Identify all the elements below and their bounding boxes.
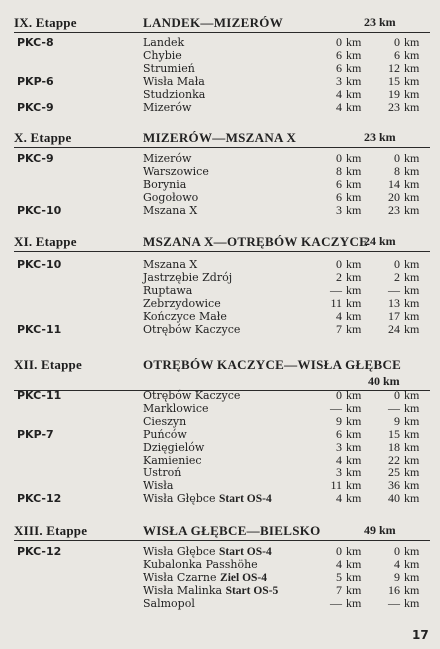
special-stage-marker: Start OS-5	[225, 584, 279, 597]
segment-unit: km	[346, 478, 362, 493]
segment-distance: 0	[336, 388, 342, 402]
place-name	[143, 36, 184, 49]
segment-unit: km	[346, 269, 362, 284]
route-row	[0, 466, 440, 479]
segment-distance: 6	[336, 47, 342, 62]
cumulative-unit: km	[404, 163, 420, 178]
place-label: Otrębów Kaczyce	[143, 389, 241, 402]
cumulative-distance: 25	[388, 465, 400, 480]
cumulative-distance: 0	[394, 544, 400, 558]
checkpoint-label: PKC-12	[17, 545, 62, 558]
route-row	[0, 191, 440, 204]
segment-unit: km	[346, 544, 362, 558]
place-label: Strumień	[143, 61, 195, 75]
segment-unit: km	[346, 189, 362, 204]
place-label: Borynia	[143, 177, 187, 191]
segment-unit: km	[346, 452, 362, 467]
segment-distance: 6	[336, 189, 342, 204]
cumulative-distance: 19	[388, 86, 400, 101]
cumulative-unit: km	[404, 582, 420, 597]
route-row	[0, 558, 440, 571]
segment-unit: km	[346, 163, 362, 178]
segment-unit: km	[346, 439, 362, 454]
place-label: Mizerów	[143, 152, 192, 165]
cumulative-distance: 9	[394, 569, 400, 584]
place-name	[143, 165, 209, 178]
segment-distance: 9	[336, 413, 342, 428]
cumulative-unit: km	[404, 413, 420, 428]
place-name	[143, 62, 195, 75]
segment-distance: 0	[336, 544, 342, 558]
segment-distance: 11	[330, 295, 342, 310]
cumulative-unit: km	[404, 86, 420, 101]
cumulative-distance: 13	[388, 295, 400, 310]
place-label: Ruptawa	[143, 283, 193, 297]
checkpoint-label: PKC-11	[17, 322, 62, 336]
segment-distance: 6	[336, 60, 342, 75]
cumulative-unit: km	[404, 60, 420, 75]
route-row	[0, 271, 440, 284]
cumulative-distance: 12	[388, 60, 400, 75]
cumulative-unit: km	[404, 295, 420, 310]
segment-unit: km	[346, 60, 362, 75]
place-label: Mszana X	[143, 258, 198, 271]
route-row	[0, 36, 440, 49]
route-row	[0, 428, 440, 441]
place-name	[143, 101, 191, 114]
place-name	[143, 479, 173, 492]
place-name	[143, 402, 209, 415]
segment-unit: km	[346, 47, 362, 62]
segment-distance: 4	[336, 99, 342, 114]
route-row	[0, 165, 440, 178]
cumulative-unit: km	[404, 426, 420, 441]
cumulative-unit: km	[404, 257, 420, 271]
place-label: Ustroń	[143, 466, 182, 480]
place-label: Salmopol	[143, 596, 195, 610]
segment-unit: km	[346, 491, 362, 506]
stage-distance: 49 km	[364, 523, 396, 537]
stage-number: XIII. Etappe	[14, 523, 88, 538]
checkpoint-label: PKC-12	[17, 492, 62, 506]
stage-route: MIZERÓW—MSZANA X	[143, 130, 297, 145]
place-name	[143, 88, 205, 101]
stage-route: OTRĘBÓW KACZYCE—WISŁA GŁĘBCE	[143, 357, 402, 372]
route-row	[0, 441, 440, 454]
place-name	[143, 49, 182, 62]
place-label: Wisła Głębce	[143, 492, 216, 506]
place-name	[143, 152, 191, 165]
route-row	[0, 584, 440, 597]
place-name	[143, 571, 267, 585]
place-label: Chybie	[143, 48, 182, 62]
cumulative-unit: km	[404, 569, 420, 584]
cumulative-distance: 40	[388, 491, 400, 506]
segment-distance: 0	[336, 151, 342, 165]
place-name	[143, 558, 258, 571]
cumulative-distance: 0	[394, 35, 400, 49]
checkpoint-label: PKC-10	[17, 258, 62, 271]
stage-number: XI. Etappe	[14, 234, 77, 249]
segment-distance: 0	[336, 35, 342, 49]
cumulative-distance: 22	[388, 452, 400, 467]
cumulative-unit: km	[404, 439, 420, 454]
segment-distance: 3	[336, 439, 342, 454]
segment-distance: 5	[336, 569, 342, 584]
segment-unit: km	[346, 282, 362, 297]
segment-distance: —	[330, 595, 342, 610]
checkpoint-label: PKC-8	[17, 36, 54, 49]
cumulative-unit: km	[404, 73, 420, 88]
cumulative-distance: 8	[394, 163, 400, 178]
cumulative-unit: km	[404, 388, 420, 402]
checkpoint-label: PKP-7	[17, 427, 54, 441]
place-label: Gogołowo	[143, 190, 199, 204]
cumulative-distance: —	[388, 400, 400, 415]
place-name	[143, 584, 278, 598]
segment-distance: 4	[336, 491, 342, 506]
place-label: Warszowice	[143, 164, 209, 178]
route-row	[0, 49, 440, 62]
cumulative-distance: 0	[394, 257, 400, 271]
segment-unit: km	[346, 582, 362, 597]
cumulative-unit: km	[404, 99, 420, 114]
segment-distance: 7	[336, 582, 342, 597]
route-row	[0, 152, 440, 165]
stage-route: WISŁA GŁĘBCE—BIELSKO	[143, 523, 321, 538]
segment-distance: 7	[336, 321, 342, 336]
checkpoint-label: PKC-11	[17, 389, 62, 402]
place-label: Mizerów	[143, 100, 192, 114]
place-name	[143, 284, 192, 297]
segment-unit: km	[346, 465, 362, 480]
route-row	[0, 415, 440, 428]
place-name	[143, 492, 272, 506]
place-name	[143, 297, 221, 310]
stage-number: IX. Etappe	[14, 15, 77, 30]
cumulative-distance: 36	[388, 478, 400, 493]
place-name	[143, 454, 202, 467]
segment-unit: km	[346, 99, 362, 114]
cumulative-unit: km	[404, 47, 420, 62]
special-stage-marker: Start OS-4	[218, 493, 272, 506]
place-label: Wisła Malinka	[143, 583, 223, 597]
place-label: Zebrzydowice	[143, 296, 221, 310]
segment-unit: km	[346, 151, 362, 165]
stage-distance: 23 km	[364, 15, 396, 29]
route-row	[0, 323, 440, 336]
place-name	[143, 323, 240, 336]
segment-distance: 0	[336, 257, 342, 271]
cumulative-unit: km	[404, 269, 420, 284]
cumulative-distance: 15	[388, 426, 400, 441]
cumulative-distance: —	[388, 595, 400, 610]
place-label: Dzięgielów	[143, 440, 205, 454]
place-name	[143, 466, 181, 479]
stage-route: MSZANA X—OTRĘBÓW KACZYCE	[143, 234, 369, 249]
segment-distance: 11	[330, 478, 342, 493]
cumulative-unit: km	[404, 35, 420, 49]
place-name	[143, 75, 205, 88]
cumulative-distance: 17	[388, 308, 400, 323]
route-row	[0, 479, 440, 492]
cumulative-unit: km	[404, 189, 420, 204]
cumulative-unit: km	[404, 282, 420, 297]
segment-distance: 4	[336, 308, 342, 323]
route-row	[0, 454, 440, 467]
header-rule	[14, 147, 430, 148]
stage-distance: 23 km	[364, 130, 396, 144]
cumulative-unit: km	[404, 491, 420, 506]
checkpoint-label: PKP-6	[17, 74, 54, 88]
special-stage-marker: Ziel OS-4	[220, 571, 267, 584]
segment-distance: —	[330, 400, 342, 415]
place-label: Kończyce Małe	[143, 309, 227, 323]
header-rule	[14, 32, 430, 33]
cumulative-distance: 9	[394, 413, 400, 428]
place-name	[143, 258, 197, 271]
cumulative-unit: km	[404, 595, 420, 610]
segment-unit: km	[346, 86, 362, 101]
place-label: Kubalonka Passhöhe	[143, 557, 258, 571]
cumulative-unit: km	[404, 176, 420, 191]
place-label: Otrębów Kaczyce	[143, 322, 241, 336]
route-row	[0, 545, 440, 558]
stage-distance: 24 km	[364, 234, 396, 248]
cumulative-distance: 4	[394, 556, 400, 571]
segment-unit: km	[346, 257, 362, 271]
place-name	[143, 441, 204, 454]
cumulative-unit: km	[404, 556, 420, 571]
place-label: Wisła Mała	[143, 74, 205, 88]
segment-unit: km	[346, 400, 362, 415]
route-row	[0, 88, 440, 101]
header-rule	[14, 251, 430, 252]
place-label: Wisła	[143, 479, 174, 493]
segment-unit: km	[346, 321, 362, 336]
place-name	[143, 191, 198, 204]
segment-unit: km	[346, 556, 362, 571]
header-rule	[14, 540, 430, 541]
route-row	[0, 297, 440, 310]
place-name	[143, 545, 272, 559]
route-row	[0, 258, 440, 271]
segment-unit: km	[346, 73, 362, 88]
place-label: Studzionka	[143, 87, 206, 101]
segment-distance: 2	[336, 269, 342, 284]
cumulative-distance: 0	[394, 388, 400, 402]
route-row	[0, 402, 440, 415]
segment-distance: 3	[336, 465, 342, 480]
place-name	[143, 310, 227, 323]
segment-distance: 4	[336, 556, 342, 571]
cumulative-unit: km	[404, 452, 420, 467]
stage-distance: 40 km	[368, 374, 400, 388]
cumulative-distance: 23	[388, 99, 400, 114]
special-stage-marker: Start OS-4	[218, 546, 272, 558]
segment-unit: km	[346, 595, 362, 610]
route-row	[0, 62, 440, 75]
stage-number: XII. Etappe	[14, 357, 82, 372]
segment-distance: 4	[336, 452, 342, 467]
segment-unit: km	[346, 569, 362, 584]
place-label: Marklowice	[143, 401, 209, 415]
segment-distance: 8	[336, 163, 342, 178]
place-label: Wisła Głębce	[143, 545, 216, 558]
route-row	[0, 389, 440, 402]
route-row	[0, 492, 440, 505]
cumulative-unit: km	[404, 400, 420, 415]
segment-distance: —	[330, 282, 342, 297]
segment-distance: 3	[336, 73, 342, 88]
route-row	[0, 204, 440, 217]
cumulative-unit: km	[404, 321, 420, 336]
route-row	[0, 310, 440, 323]
cumulative-distance: 14	[388, 176, 400, 191]
cumulative-unit: km	[404, 478, 420, 493]
stage-number: X. Etappe	[14, 130, 72, 145]
place-label: Jastrzębie Zdrój	[143, 270, 233, 284]
segment-unit: km	[346, 388, 362, 402]
place-name	[143, 597, 195, 610]
segment-unit: km	[346, 176, 362, 191]
place-name	[143, 389, 240, 402]
place-label: Kamieniec	[143, 453, 202, 467]
cumulative-distance: 6	[394, 47, 400, 62]
place-name	[143, 415, 186, 428]
segment-distance: 6	[336, 426, 342, 441]
cumulative-unit: km	[404, 202, 420, 217]
stage-route: LANDEK—MIZERÓW	[143, 15, 283, 30]
cumulative-unit: km	[404, 465, 420, 480]
segment-unit: km	[346, 426, 362, 441]
page-number: 17	[412, 628, 429, 642]
segment-distance: 6	[336, 176, 342, 191]
place-name	[143, 178, 186, 191]
segment-distance: 3	[336, 202, 342, 217]
cumulative-distance: 15	[388, 73, 400, 88]
segment-unit: km	[346, 295, 362, 310]
cumulative-distance: 16	[388, 582, 400, 597]
checkpoint-label: PKC-9	[17, 100, 54, 114]
place-label: Cieszyn	[143, 414, 187, 428]
place-label: Wisła Czarne	[143, 570, 217, 584]
route-row	[0, 284, 440, 297]
segment-unit: km	[346, 413, 362, 428]
cumulative-distance: 18	[388, 439, 400, 454]
route-row	[0, 178, 440, 191]
route-row	[0, 571, 440, 584]
place-label: Landek	[143, 36, 185, 49]
cumulative-unit: km	[404, 308, 420, 323]
place-name	[143, 428, 187, 441]
route-row	[0, 597, 440, 610]
checkpoint-label: PKC-10	[17, 203, 62, 217]
cumulative-distance: —	[388, 282, 400, 297]
route-row	[0, 101, 440, 114]
segment-distance: 4	[336, 86, 342, 101]
place-label: Mszana X	[143, 203, 198, 217]
segment-unit: km	[346, 308, 362, 323]
cumulative-distance: 0	[394, 151, 400, 165]
route-row	[0, 75, 440, 88]
place-name	[143, 271, 232, 284]
cumulative-distance: 24	[388, 321, 400, 336]
cumulative-distance: 20	[388, 189, 400, 204]
cumulative-distance: 23	[388, 202, 400, 217]
segment-unit: km	[346, 35, 362, 49]
checkpoint-label: PKC-9	[17, 152, 54, 165]
cumulative-distance: 2	[394, 269, 400, 284]
place-label: Puńców	[143, 427, 187, 441]
cumulative-unit: km	[404, 544, 420, 558]
place-name	[143, 204, 197, 217]
segment-unit: km	[346, 202, 362, 217]
cumulative-unit: km	[404, 151, 420, 165]
